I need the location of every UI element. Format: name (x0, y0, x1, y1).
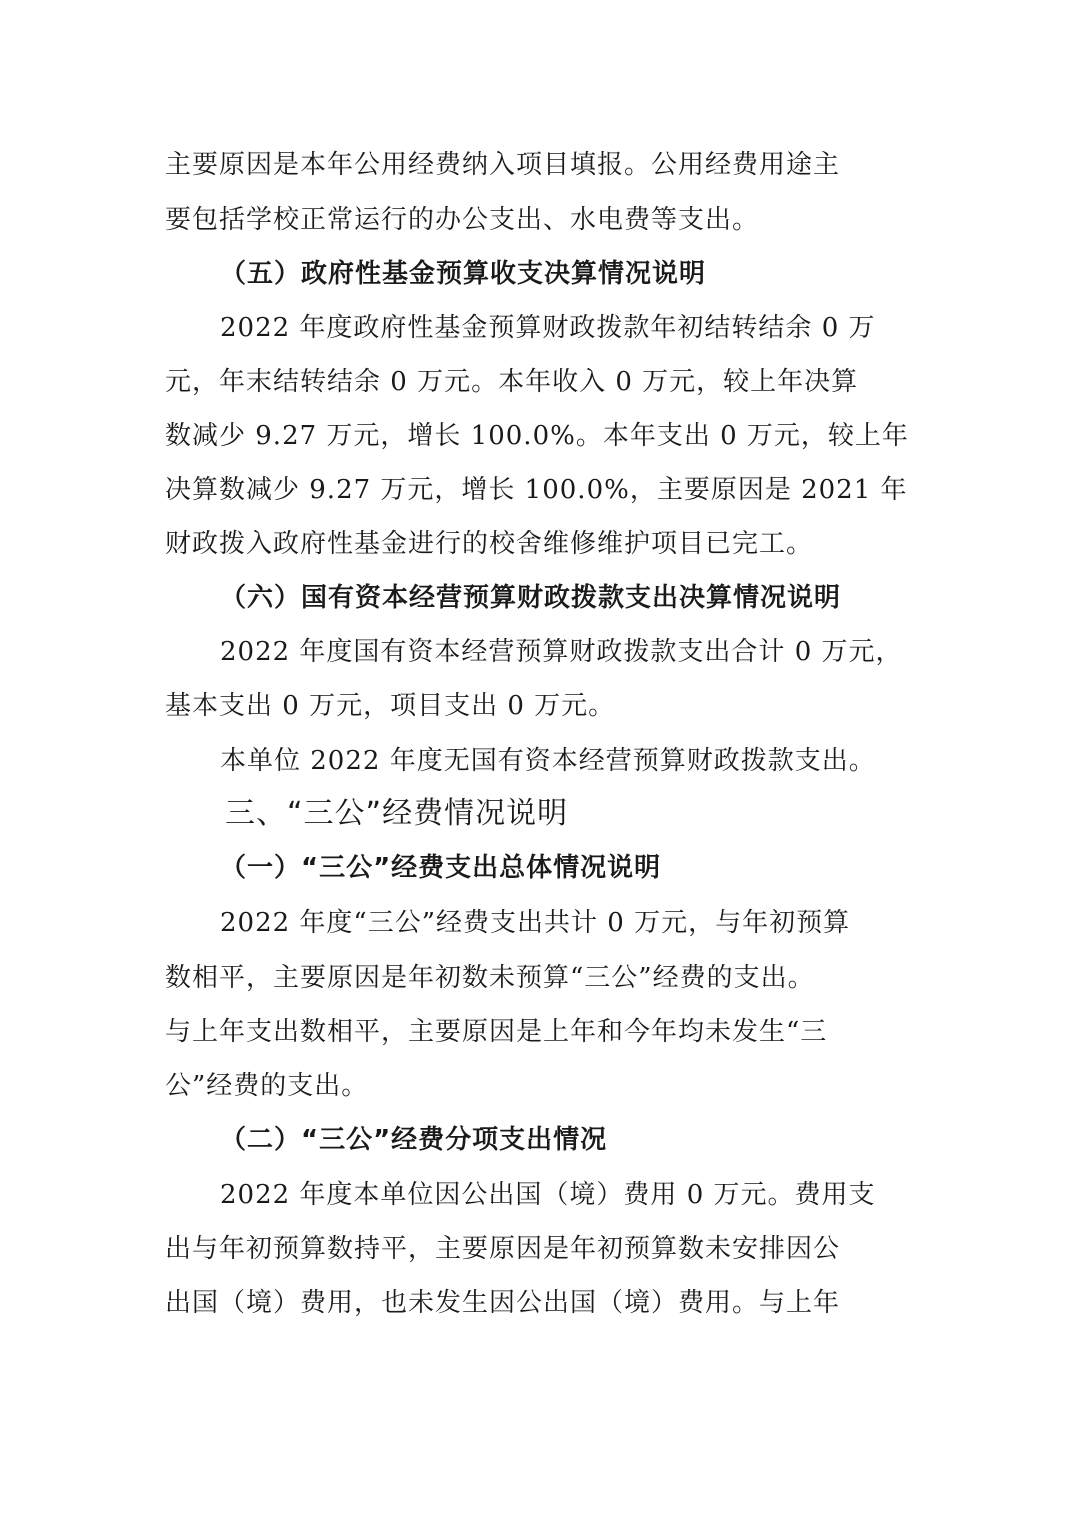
section-heading: （一）“三公”经费支出总体情况说明 (220, 853, 662, 883)
paragraph-line: 本单位 2022 年度无国有资本经营预算财政拨款支出。 (220, 746, 876, 776)
paragraph-line: 基本支出 0 万元，项目支出 0 万元。 (165, 691, 616, 721)
paragraph-line: 出国（境）费用，也未发生因公出国（境）费用。与上年 (165, 1288, 841, 1318)
paragraph-line: 数减少 9.27 万元，增长 100.0%。本年支出 0 万元，较上年 (165, 421, 909, 451)
paragraph-line: 2022 年度国有资本经营预算财政拨款支出合计 0 万元， (220, 637, 903, 667)
paragraph-line: 数相平，主要原因是年初数未预算“三公”经费的支出。 (165, 963, 815, 993)
paragraph-line: 要包括学校正常运行的办公支出、水电费等支出。 (165, 205, 760, 235)
paragraph-line: 出与年初预算数持平，主要原因是年初预算数未安排因公 (165, 1234, 841, 1264)
section-heading: （五）政府性基金预算收支决算情况说明 (220, 259, 707, 289)
paragraph-line: 2022 年度政府性基金预算财政拨款年初结转结余 0 万 (220, 313, 876, 343)
paragraph-line: 元，年末结转结余 0 万元。本年收入 0 万元，较上年决算 (165, 367, 859, 397)
paragraph-line: 2022 年度“三公”经费支出共计 0 万元，与年初预算 (220, 908, 851, 938)
paragraph-line: 财政拨入政府性基金进行的校舍维修维护项目已完工。 (165, 529, 814, 559)
section-heading: （六）国有资本经营预算财政拨款支出决算情况说明 (220, 583, 842, 613)
section-heading: （二）“三公”经费分项支出情况 (220, 1125, 608, 1155)
paragraph-line: 决算数减少 9.27 万元，增长 100.0%，主要原因是 2021 年 (165, 475, 908, 505)
paragraph-line: 公”经费的支出。 (165, 1071, 369, 1101)
paragraph-line: 主要原因是本年公用经费纳入项目填报。公用经费用途主 (165, 150, 841, 180)
paragraph-line: 2022 年度本单位因公出国（境）费用 0 万元。费用支 (220, 1180, 876, 1210)
chapter-heading: 三、“三公”经费情况说明 (225, 796, 569, 831)
paragraph-line: 与上年支出数相平，主要原因是上年和今年均未发生“三 (165, 1017, 828, 1047)
